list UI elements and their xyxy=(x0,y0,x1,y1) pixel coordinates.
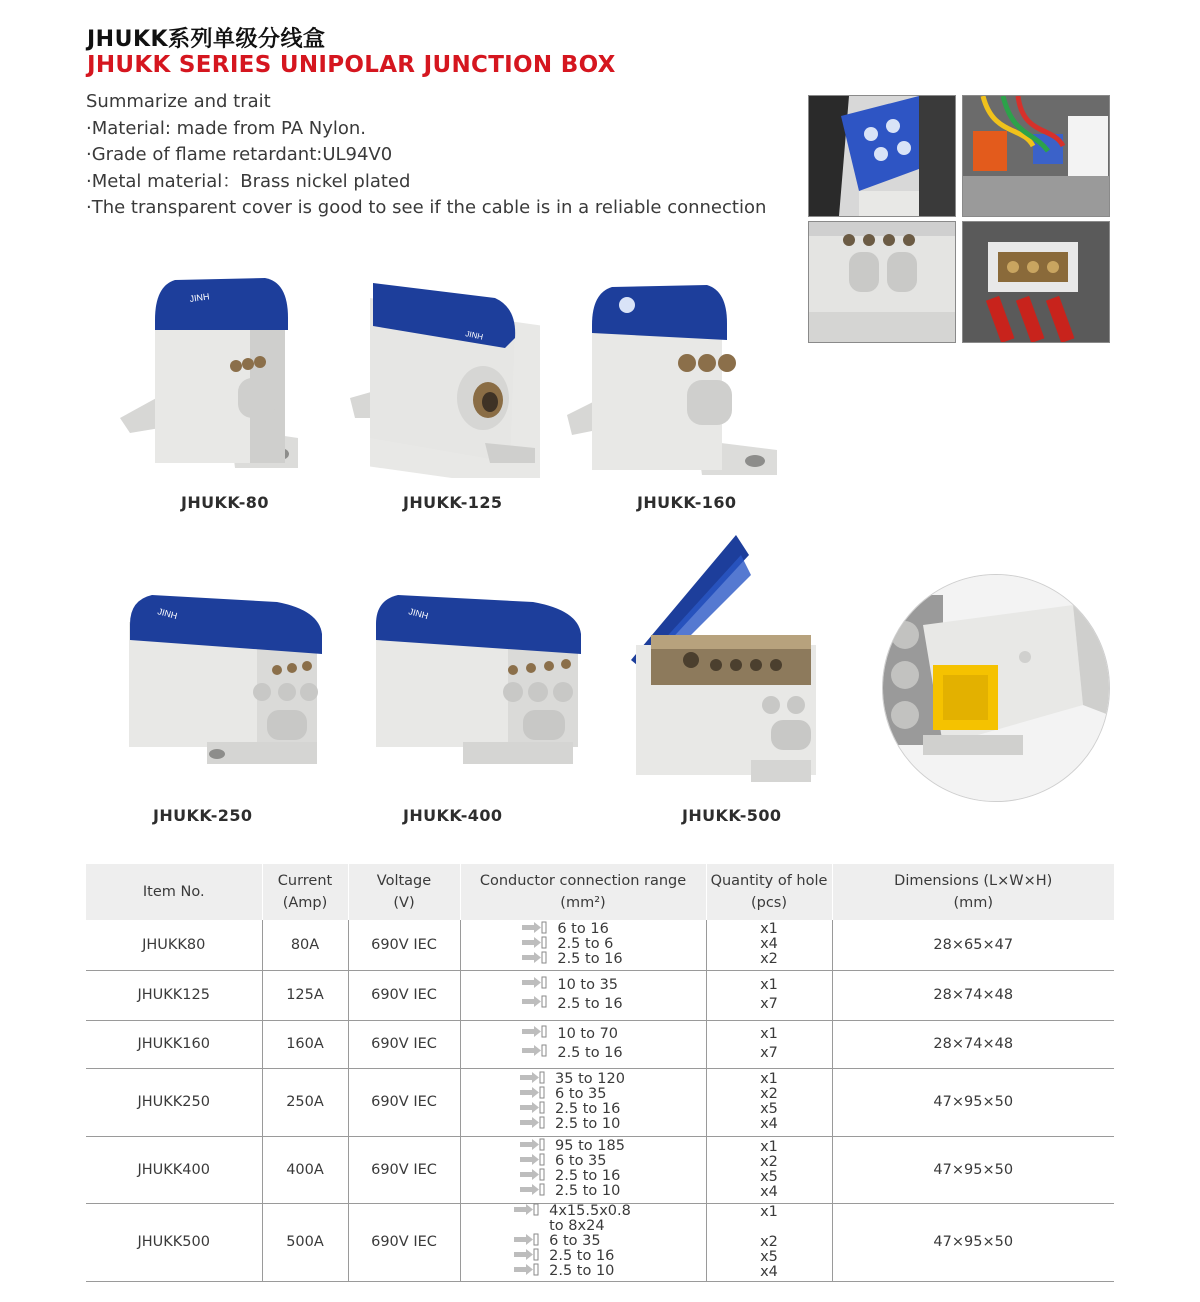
header-dimensions: Dimensions (L×W×H) (mm) xyxy=(832,864,1114,920)
product-image-jhukk-160 xyxy=(567,285,792,484)
cell-current: 500A xyxy=(262,1203,348,1281)
quantity-value: x1 xyxy=(760,1026,778,1042)
cell-range xyxy=(460,1203,706,1281)
box-marking: JINH xyxy=(407,606,430,622)
arrow-right-icon xyxy=(521,976,557,995)
range-text: 2.5 to 16 xyxy=(549,1248,615,1264)
range-line xyxy=(513,1219,631,1234)
range-line xyxy=(519,1117,625,1132)
arrow-right-icon xyxy=(513,1263,549,1280)
product-image-jhukk-500 xyxy=(631,535,831,789)
range-text: 10 to 35 xyxy=(557,977,619,993)
range-line xyxy=(519,1154,625,1169)
quantity-value: x5 xyxy=(760,1101,778,1117)
arrow-right-icon xyxy=(519,1183,555,1200)
range-line xyxy=(519,1087,625,1102)
range-text: 95 to 185 xyxy=(555,1138,625,1154)
quantity-value: x4 xyxy=(760,1263,778,1280)
quantity-value: x7 xyxy=(760,1045,778,1061)
spec-table xyxy=(86,864,1114,1282)
table-row xyxy=(86,1068,1114,1136)
quantity-value: x5 xyxy=(760,1168,778,1185)
cell-item: JHUKK125 xyxy=(86,970,262,1020)
range-line xyxy=(513,1204,631,1219)
photo-installed-panel xyxy=(962,95,1110,217)
range-text: 2.5 to 16 xyxy=(557,1045,623,1061)
cell-item: JHUKK160 xyxy=(86,1020,262,1068)
cell-quantity xyxy=(706,920,832,970)
range-text: 6 to 35 xyxy=(555,1153,607,1169)
product-label: JHUKK-80 xyxy=(181,493,269,512)
arrow-right-icon xyxy=(521,995,557,1014)
range-line xyxy=(519,1139,625,1154)
zoom-detail-latch xyxy=(882,574,1110,802)
cell-voltage: 690V IEC xyxy=(348,920,460,970)
cell-voltage: 690V IEC xyxy=(348,1203,460,1281)
table-row xyxy=(86,920,1114,970)
range-text: 35 to 120 xyxy=(555,1070,625,1087)
range-line xyxy=(513,1234,631,1249)
quantity-value: x5 xyxy=(760,1248,778,1265)
cell-item: JHUKK80 xyxy=(86,920,262,970)
cell-item: JHUKK250 xyxy=(86,1068,262,1136)
product-image-jhukk-125 xyxy=(345,278,540,482)
quantity-value: x1 xyxy=(760,1071,778,1087)
range-text: 2.5 to 16 xyxy=(555,1168,621,1184)
range-text: 2.5 to 16 xyxy=(557,996,623,1012)
range-text: 6 to 35 xyxy=(555,1085,607,1102)
range-line xyxy=(521,1025,622,1044)
quantity-value: x1 xyxy=(760,977,778,993)
range-line xyxy=(513,1264,631,1279)
box-marking: JINH xyxy=(156,606,179,622)
product-label: JHUKK-500 xyxy=(682,806,782,825)
feature-heading: Summarize and trait xyxy=(86,91,271,112)
table-row xyxy=(86,970,1114,1020)
header-range: Conductor connection range (mm²) xyxy=(460,864,706,920)
photo-cable-connection xyxy=(962,221,1110,343)
feature-item: ·The transparent cover is good to see if the cable is in a reliable connection xyxy=(86,197,767,218)
product-image-jhukk-80 xyxy=(120,278,310,482)
photo-cover-open xyxy=(808,95,956,217)
range-line xyxy=(521,976,622,995)
cell-voltage: 690V IEC xyxy=(348,1136,460,1203)
quantity-value: x4 xyxy=(760,936,778,953)
cell-dimensions: 47×95×50 xyxy=(832,1203,1114,1281)
range-text: 6 to 35 xyxy=(549,1233,601,1249)
arrow-right-icon xyxy=(521,951,557,968)
range-text: 2.5 to 10 xyxy=(555,1115,621,1132)
cell-dimensions: 28×74×48 xyxy=(832,970,1114,1020)
cell-quantity xyxy=(706,1020,832,1068)
range-text: 2.5 to 6 xyxy=(557,935,614,952)
cell-item: JHUKK500 xyxy=(86,1203,262,1281)
table-header-row xyxy=(86,864,1114,920)
range-text: to 8x24 xyxy=(549,1218,605,1234)
quantity-value: x2 xyxy=(760,1233,778,1250)
range-text: 2.5 to 10 xyxy=(555,1183,621,1199)
cell-quantity xyxy=(706,970,832,1020)
box-marking: JINH xyxy=(188,291,211,304)
product-label: JHUKK-400 xyxy=(403,806,503,825)
cell-voltage: 690V IEC xyxy=(348,1068,460,1136)
cell-current: 400A xyxy=(262,1136,348,1203)
table-row xyxy=(86,1203,1114,1281)
page-title-cn: JHUKK系列单级分线盒 xyxy=(87,27,326,52)
cell-dimensions: 28×74×48 xyxy=(832,1020,1114,1068)
quantity-value: x4 xyxy=(760,1183,778,1200)
range-line xyxy=(521,937,622,952)
header-current: Current (Amp) xyxy=(262,864,348,920)
cell-dimensions: 47×95×50 xyxy=(832,1136,1114,1203)
table-row xyxy=(86,1136,1114,1203)
range-line xyxy=(519,1169,625,1184)
photo-terminal-holes xyxy=(808,221,956,343)
cell-quantity xyxy=(706,1068,832,1136)
cell-dimensions: 47×95×50 xyxy=(832,1068,1114,1136)
range-text: 6 to 16 xyxy=(557,920,609,937)
range-line xyxy=(519,1072,625,1087)
quantity-value xyxy=(760,1220,778,1235)
header-voltage: Voltage (V) xyxy=(348,864,460,920)
cell-quantity xyxy=(706,1136,832,1203)
product-label: JHUKK-250 xyxy=(153,806,253,825)
cell-voltage: 690V IEC xyxy=(348,1020,460,1068)
header-quantity: Quantity of hole (pcs) xyxy=(706,864,832,920)
cell-range xyxy=(460,1068,706,1136)
cell-range xyxy=(460,970,706,1020)
cell-current: 250A xyxy=(262,1068,348,1136)
arrow-right-icon xyxy=(519,1116,555,1133)
cell-item: JHUKK400 xyxy=(86,1136,262,1203)
range-text: 2.5 to 16 xyxy=(557,950,623,967)
range-line xyxy=(521,1044,622,1063)
product-label: JHUKK-160 xyxy=(637,493,737,512)
cell-range xyxy=(460,1020,706,1068)
range-text: 2.5 to 10 xyxy=(549,1263,615,1279)
cell-quantity xyxy=(706,1203,832,1281)
header-item: Item No. xyxy=(86,864,262,920)
cell-range xyxy=(460,1136,706,1203)
quantity-value: x2 xyxy=(760,1086,778,1102)
range-text: 10 to 70 xyxy=(557,1026,619,1042)
range-line xyxy=(519,1102,625,1117)
cell-voltage: 690V IEC xyxy=(348,970,460,1020)
cell-current: 80A xyxy=(262,920,348,970)
quantity-value: x1 xyxy=(760,1138,778,1155)
quantity-value: x1 xyxy=(760,921,778,938)
range-line xyxy=(521,995,622,1014)
quantity-value: x4 xyxy=(760,1116,778,1132)
quantity-value: x7 xyxy=(760,996,778,1012)
feature-item: ·Material: made from PA Nylon. xyxy=(86,117,367,139)
product-label: JHUKK-125 xyxy=(403,493,503,512)
quantity-value: x2 xyxy=(760,1153,778,1170)
quantity-value: x2 xyxy=(760,951,778,968)
cell-dimensions: 28×65×47 xyxy=(832,920,1114,970)
cell-range xyxy=(460,920,706,970)
product-image-jhukk-400 xyxy=(373,592,583,786)
box-marking: JINH xyxy=(464,329,484,342)
arrow-right-icon xyxy=(521,1025,557,1044)
range-text: 4x15.5x0.8 xyxy=(549,1203,631,1219)
range-line xyxy=(521,922,622,937)
table-row xyxy=(86,1020,1114,1068)
arrow-right-icon xyxy=(521,1044,557,1063)
range-line xyxy=(519,1184,625,1199)
range-line xyxy=(513,1249,631,1264)
cell-current: 160A xyxy=(262,1020,348,1068)
cell-current: 125A xyxy=(262,970,348,1020)
feature-item: ·Metal material：Brass nickel plated xyxy=(86,170,411,192)
feature-list xyxy=(86,89,766,222)
feature-item: ·Grade of flame retardant:UL94V0 xyxy=(86,144,393,165)
quantity-value: x1 xyxy=(760,1203,778,1220)
range-line xyxy=(521,952,622,967)
range-text: 2.5 to 16 xyxy=(555,1100,621,1117)
page-title-en: JHUKK SERIES UNIPOLAR JUNCTION BOX xyxy=(87,52,616,78)
product-image-jhukk-250 xyxy=(127,592,327,786)
